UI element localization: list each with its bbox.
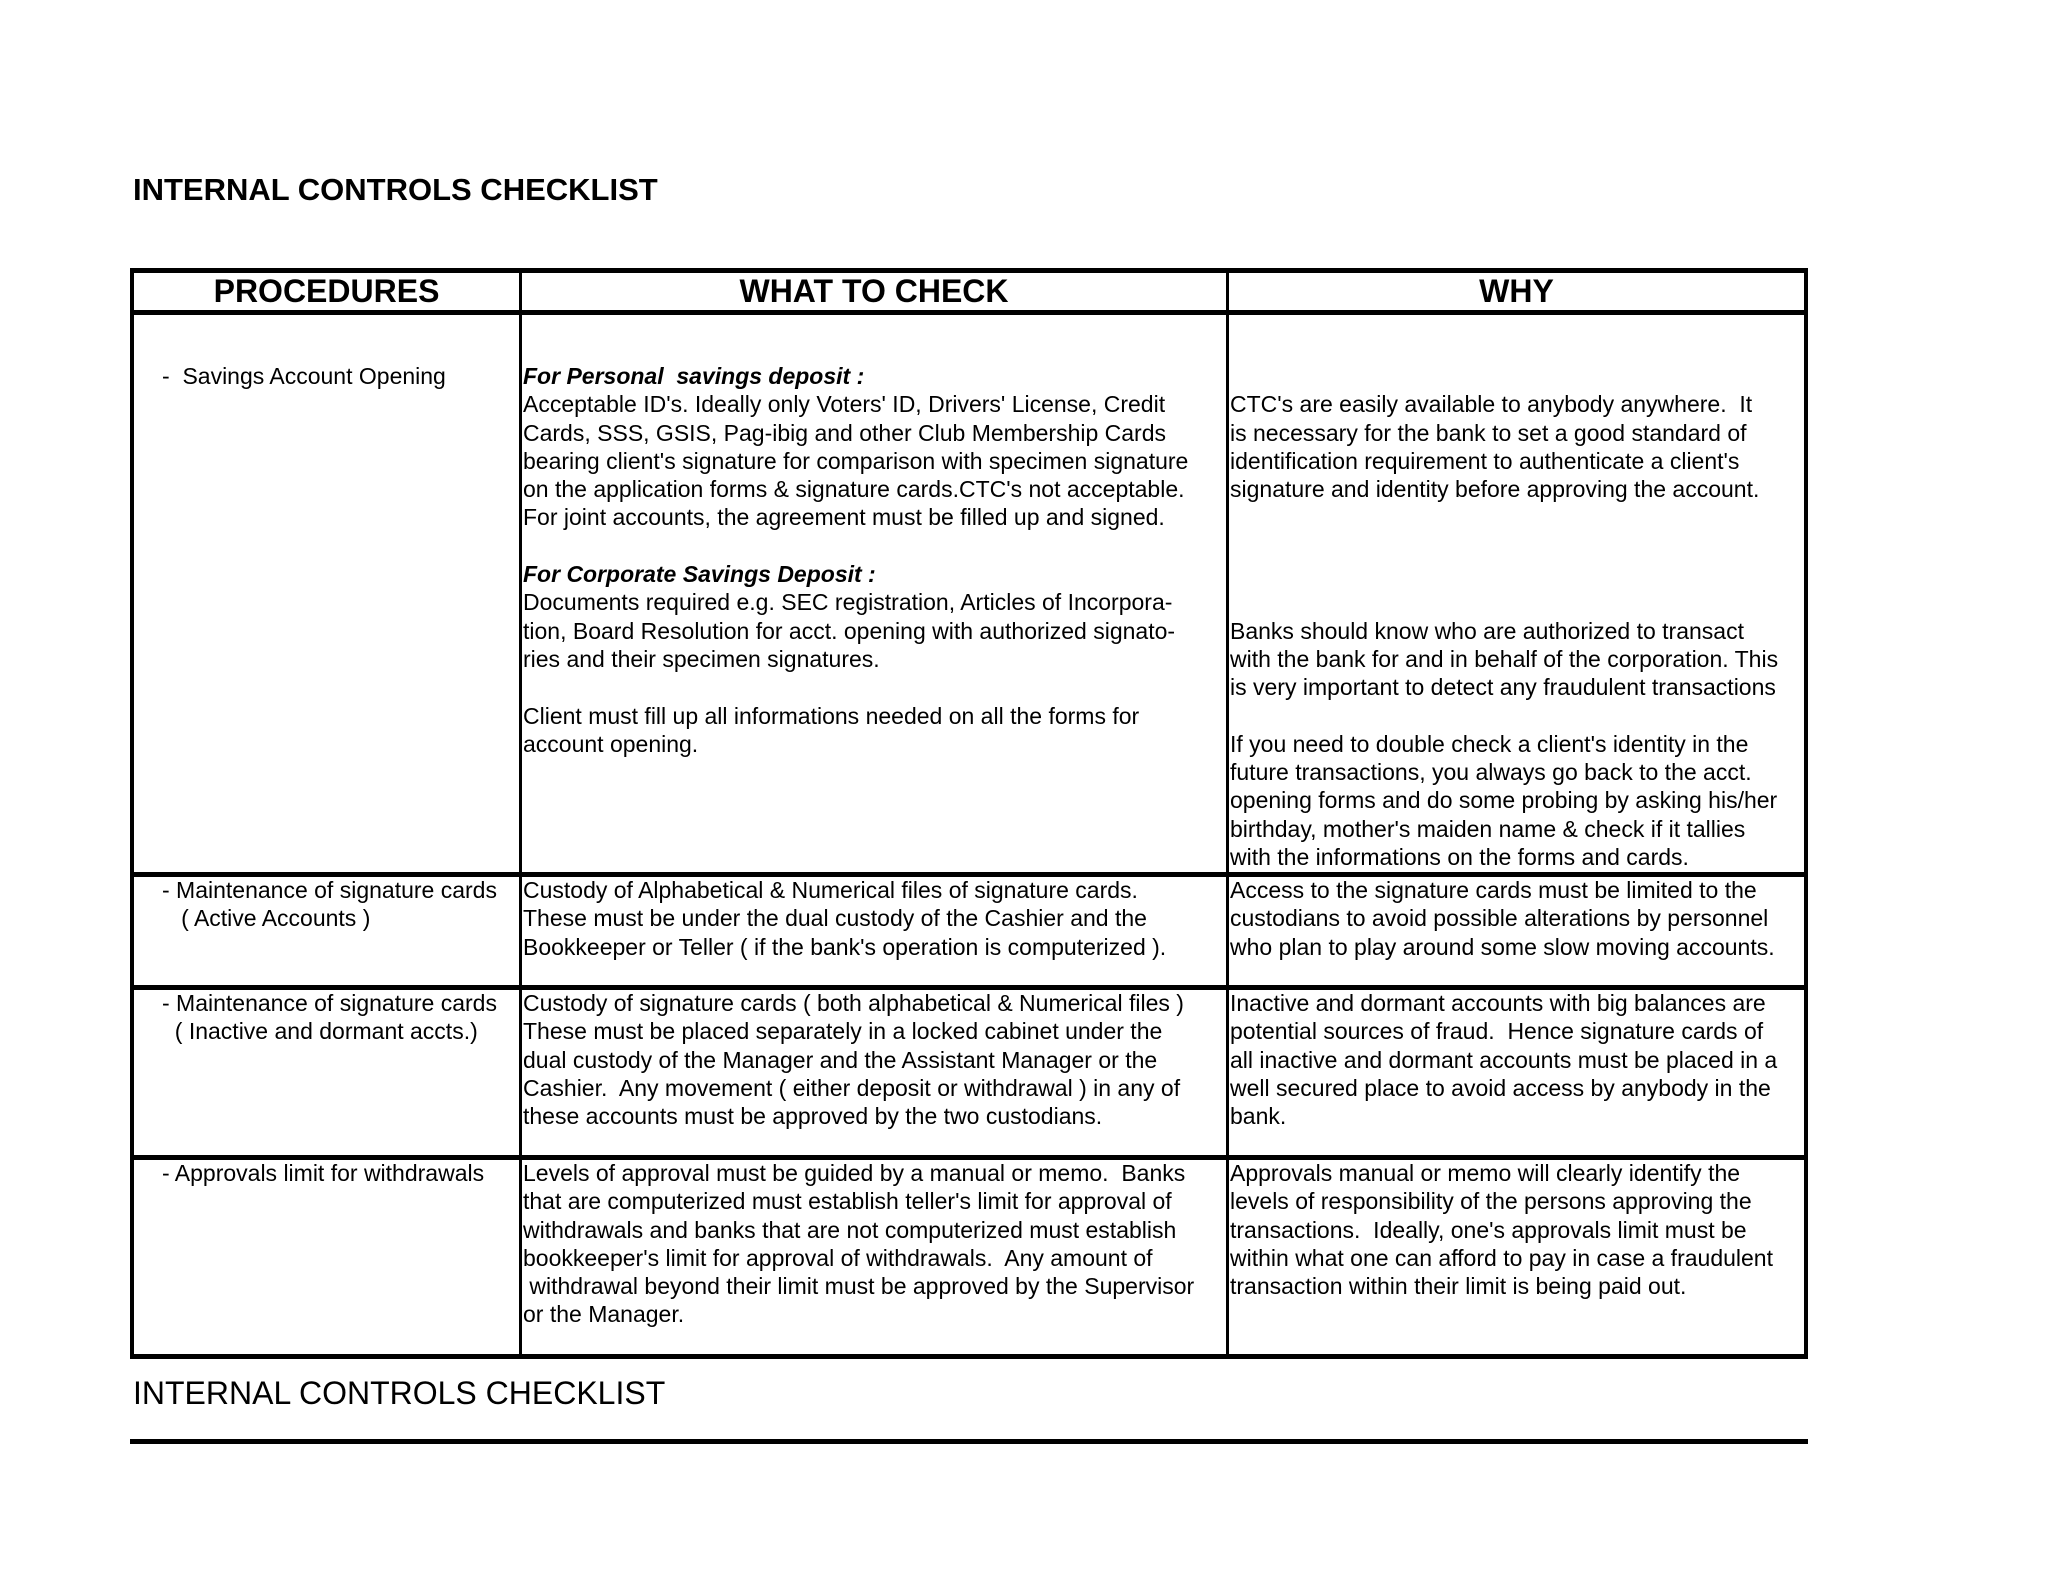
row1-what-to-check	[523, 362, 1188, 758]
text-line: Bookkeeper or Teller ( if the bank's operation is computerized ).	[523, 933, 1167, 960]
column-divider-2	[1226, 268, 1229, 1359]
header-what-to-check: WHAT TO CHECK	[739, 273, 1009, 309]
text-line: these accounts must be approved by the two custodians.	[523, 1103, 1103, 1130]
text-line: all inactive and dormant accounts must be placed in a	[1230, 1046, 1778, 1073]
text-line: withdrawal beyond their limit must be approved by the Supervisor	[523, 1273, 1195, 1300]
text-line: For joint accounts, the agreement must be filled up and signed.	[523, 504, 1165, 531]
text-line: Approvals manual or memo will clearly identify the	[1230, 1160, 1741, 1186]
text-line: that are computerized must establish teller's limit for approval of	[523, 1188, 1172, 1215]
text-line: withdrawals and banks that are not computerized must establish	[523, 1216, 1177, 1243]
text-line: identification requirement to authenticate a client's	[1230, 447, 1740, 474]
text-line: custodians to avoid possible alterations by personnel	[1230, 905, 1769, 932]
spacer	[523, 673, 1188, 701]
text-line: account opening.	[523, 730, 699, 757]
text-line: with the bank for and in behalf of the corporation. This	[1230, 645, 1779, 672]
text-line: well secured place to avoid access by anybody in the	[1230, 1074, 1771, 1101]
table-bottom-border	[130, 1354, 1808, 1359]
procedure-line: - Maintenance of signature cards	[162, 990, 497, 1016]
header-why: WHY	[1479, 273, 1554, 309]
text-line: Cards, SSS, GSIS, Pag-ibig and other Club Membership Cards	[523, 419, 1167, 446]
header-procedures: PROCEDURES	[213, 273, 440, 309]
spacer	[1230, 702, 1778, 730]
text-line: These must be placed separately in a locked cabinet under the	[523, 1018, 1163, 1045]
row4-what-to-check	[523, 1159, 1194, 1329]
table-left-border	[130, 268, 134, 1359]
text-line: on the application forms & signature cards.CTC's not acceptable.	[523, 476, 1185, 503]
checklist-table	[130, 268, 1808, 1359]
text-line: Inactive and dormant accounts with big balances are	[1230, 990, 1766, 1016]
text-line: potential sources of fraud. Hence signature cards of	[1230, 1018, 1764, 1045]
text-line: Cashier. Any movement ( either deposit or withdrawal ) in any of	[523, 1074, 1181, 1101]
text-line: These must be under the dual custody of the Cashier and the	[523, 905, 1147, 932]
row3-why	[1230, 989, 1777, 1130]
text-line: CTC's are easily available to anybody anywhere. It	[1230, 391, 1753, 418]
text-line: Levels of approval must be guided by a manual or memo. Banks	[523, 1160, 1186, 1186]
procedure-line: ( Active Accounts )	[162, 905, 371, 932]
spacer	[1230, 362, 1778, 390]
procedure-line: - Savings Account Opening	[162, 363, 446, 389]
text-line: Custody of signature cards ( both alphabetical & Numerical files )	[523, 990, 1184, 1016]
text-line: Banks should know who are authorized to transact	[1230, 617, 1744, 644]
row3-procedure	[162, 989, 497, 1046]
text-line: Client must fill up all informations needed on all the forms for	[523, 702, 1140, 729]
footer-title: INTERNAL CONTROLS CHECKLIST	[133, 1375, 666, 1411]
procedure-line: ( Inactive and dormant accts.)	[162, 1018, 478, 1045]
text-line: If you need to double check a client's identity in the	[1230, 730, 1749, 757]
column-divider-1	[519, 268, 522, 1359]
text-line: within what one can afford to pay in case a fraudulent	[1230, 1244, 1773, 1271]
corporate-deposit-heading: For Corporate Savings Deposit :	[523, 561, 876, 588]
row3-what-to-check	[523, 989, 1184, 1130]
row1-procedure	[162, 362, 446, 390]
text-line: dual custody of the Manager and the Assistant Manager or the	[523, 1046, 1158, 1073]
row4-why	[1230, 1159, 1773, 1300]
text-line: transactions. Ideally, one's approvals limit must be	[1230, 1216, 1747, 1243]
text-line: Acceptable ID's. Ideally only Voters' ID, Drivers' License, Credit	[523, 391, 1166, 418]
text-line: or the Manager.	[523, 1301, 685, 1328]
spacer	[1230, 532, 1778, 560]
text-line: bank.	[1230, 1103, 1287, 1130]
text-line: who plan to play around some slow moving accounts.	[1230, 933, 1775, 960]
row2-what-to-check	[523, 876, 1166, 961]
row4-procedure	[162, 1159, 484, 1187]
text-line: bearing client's signature for comparison with specimen signature	[523, 447, 1189, 474]
text-line: ries and their specimen signatures.	[523, 645, 880, 672]
row2-procedure	[162, 876, 497, 933]
footer-rule	[130, 1439, 1808, 1444]
personal-deposit-heading: For Personal savings deposit :	[523, 363, 865, 389]
text-line: opening forms and do some probing by asking his/her	[1230, 787, 1778, 814]
row2-why	[1230, 876, 1775, 961]
spacer	[523, 532, 1188, 560]
text-line: Custody of Alphabetical & Numerical files of signature cards.	[523, 877, 1138, 903]
document-title: INTERNAL CONTROLS CHECKLIST	[133, 172, 658, 207]
text-line: signature and identity before approving the account.	[1230, 476, 1760, 503]
text-line: levels of responsibility of the persons approving the	[1230, 1188, 1752, 1215]
table-right-border	[1804, 268, 1808, 1359]
procedure-line: - Approvals limit for withdrawals	[162, 1160, 485, 1186]
text-line: is necessary for the bank to set a good standard of	[1230, 419, 1747, 446]
text-line: tion, Board Resolution for acct. opening with authorized signato-	[523, 617, 1176, 644]
text-line: birthday, mother's maiden name & check if it tallies	[1230, 815, 1746, 842]
procedure-line: - Maintenance of signature cards	[162, 877, 497, 903]
text-line: is very important to detect any fraudulent transactions	[1230, 674, 1776, 701]
row1-why	[1230, 362, 1778, 871]
text-line: with the informations on the forms and cards.	[1230, 844, 1689, 871]
spacer	[1230, 588, 1778, 616]
spacer	[1230, 503, 1778, 531]
text-line: transaction within their limit is being paid out.	[1230, 1273, 1687, 1300]
text-line: Access to the signature cards must be limited to the	[1230, 877, 1757, 903]
text-line: Documents required e.g. SEC registration, Articles of Incorpora-	[523, 589, 1173, 616]
text-line: future transactions, you always go back to the acct.	[1230, 759, 1752, 786]
spacer	[1230, 560, 1778, 588]
text-line: bookkeeper's limit for approval of withdrawals. Any amount of	[523, 1244, 1153, 1271]
